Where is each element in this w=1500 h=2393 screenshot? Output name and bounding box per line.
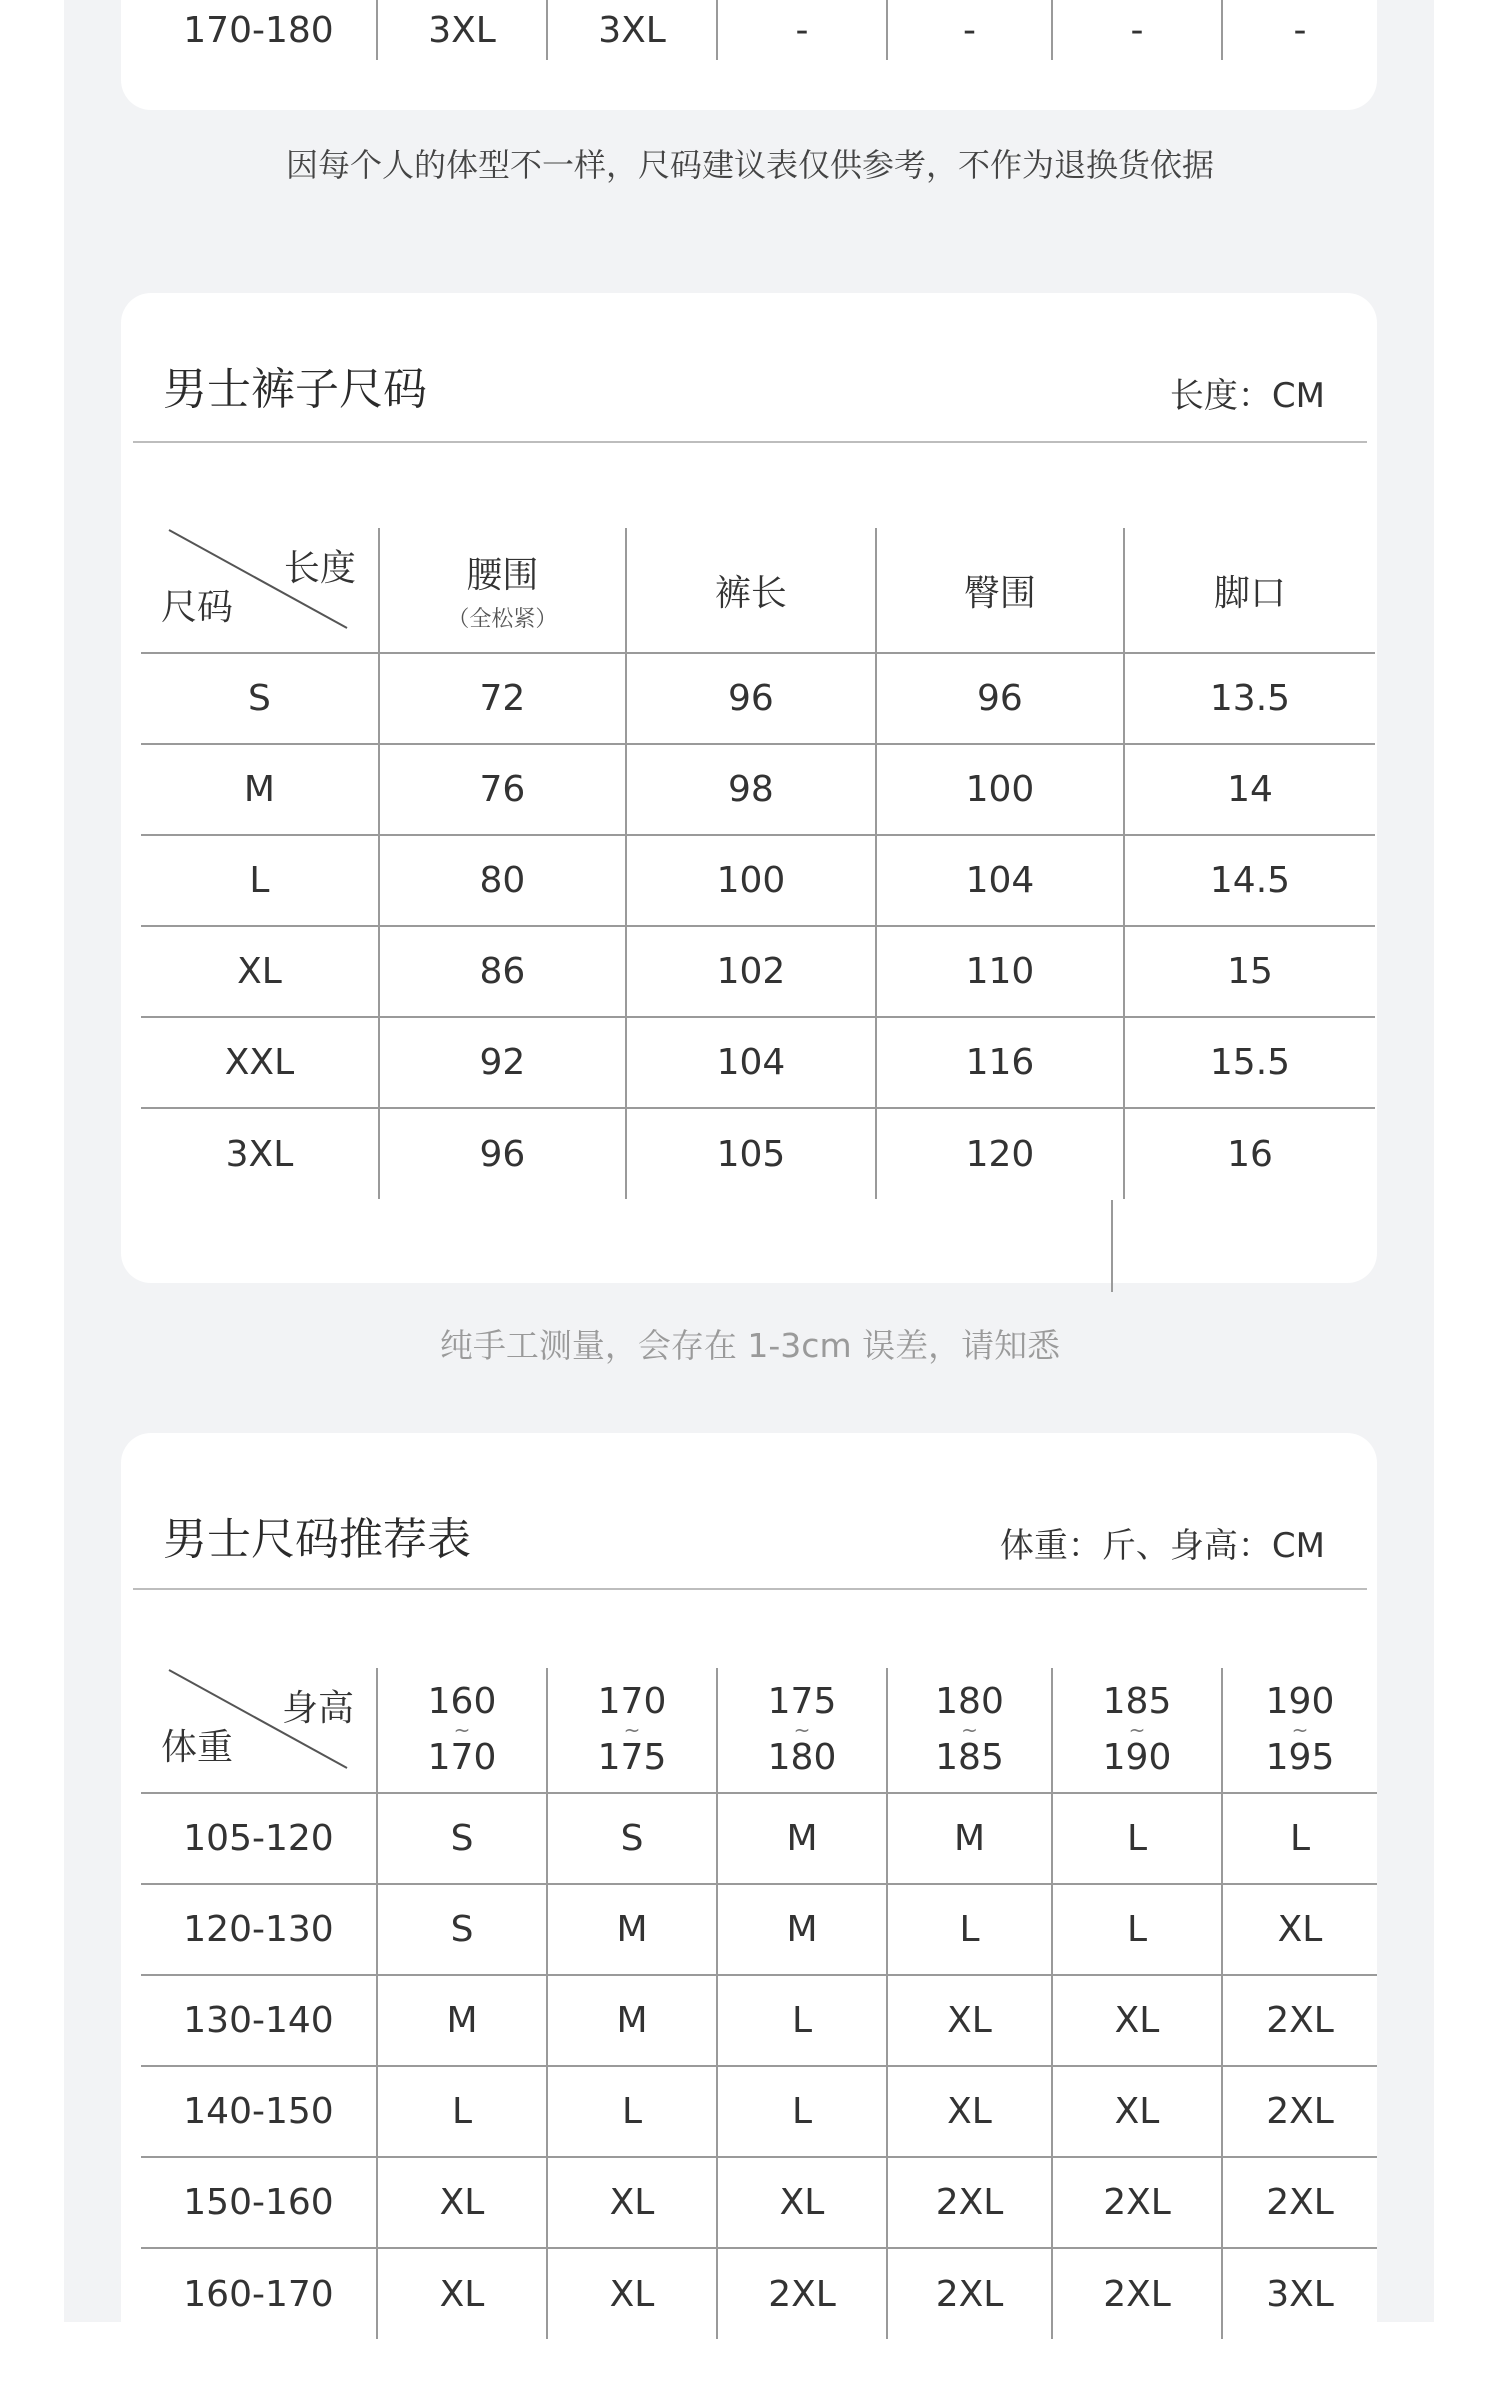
range-from: 180 xyxy=(935,1681,1004,1722)
value-cell: 104 xyxy=(876,835,1124,926)
size-cell: S xyxy=(547,1793,717,1884)
size-cell: M xyxy=(547,1975,717,2066)
recommend-corner-header xyxy=(141,1668,377,1793)
value-cell: 96 xyxy=(876,653,1124,744)
pants-corner-header xyxy=(141,528,379,653)
pants-size-card xyxy=(121,293,1377,1283)
value-cell: 16 xyxy=(1124,1108,1375,1199)
pants-card-title: 男士裤子尺码 xyxy=(163,364,427,415)
range-tilde: ~ xyxy=(1128,1718,1146,1742)
size-cell: M xyxy=(141,744,379,835)
size-cell: L xyxy=(1052,1884,1222,1975)
size-cell: M xyxy=(377,1975,547,2066)
size-cell: 3XL xyxy=(141,1108,379,1199)
size-cell: L xyxy=(547,2066,717,2157)
range-to: 190 xyxy=(1102,1737,1172,1778)
table-row xyxy=(141,1017,1375,1108)
header-sub-label: （全松紧） xyxy=(447,607,558,632)
range-from: 175 xyxy=(767,1681,837,1722)
size-cell: 2XL xyxy=(887,2157,1052,2248)
top-size-card xyxy=(121,0,1377,110)
size-cell: XL xyxy=(377,2157,547,2248)
value-cell: 110 xyxy=(876,926,1124,1017)
size-cell: XL xyxy=(547,2248,717,2339)
range-from: 190 xyxy=(1265,1681,1335,1722)
recommend-title-divider xyxy=(133,1588,1367,1590)
measurement-note: 纯手工测量，会存在 1-3cm 误差，请知悉 xyxy=(439,1326,1061,1365)
size-cell: L xyxy=(1052,1793,1222,1884)
column-divider-extension xyxy=(1111,1200,1113,1292)
top-size-table xyxy=(141,0,1377,60)
range-to: 170 xyxy=(427,1737,497,1778)
value-cell: 14 xyxy=(1124,744,1375,835)
value-cell: 92 xyxy=(379,1017,626,1108)
size-cell: XL xyxy=(377,2248,547,2339)
size-cell: 2XL xyxy=(1052,2157,1222,2248)
value-cell: 15 xyxy=(1124,926,1375,1017)
range-tilde: ~ xyxy=(793,1718,811,1742)
value-cell: 86 xyxy=(379,926,626,1017)
value-cell: 104 xyxy=(626,1017,876,1108)
range-to: 175 xyxy=(597,1737,667,1778)
pants-header-hem xyxy=(1124,528,1375,653)
range-tilde: ~ xyxy=(623,1718,641,1742)
size-cell: 2XL xyxy=(1222,2157,1377,2248)
size-cell: L xyxy=(377,2066,547,2157)
header-label: 臀围 xyxy=(963,572,1036,614)
pants-unit-label: 长度：CM xyxy=(1169,376,1325,416)
size-cell: 2XL xyxy=(717,2248,887,2339)
header-label: 裤长 xyxy=(714,572,787,614)
table-row xyxy=(141,2248,1377,2339)
height-range-header xyxy=(717,1668,887,1793)
size-cell: L xyxy=(717,1975,887,2066)
size-cell: XXL xyxy=(141,1017,379,1108)
pants-title-divider xyxy=(133,441,1367,443)
table-row xyxy=(141,2066,1377,2157)
value-cell: 80 xyxy=(379,835,626,926)
value-cell: 72 xyxy=(379,653,626,744)
top-row-cell: - xyxy=(1052,0,1222,60)
value-cell: 102 xyxy=(626,926,876,1017)
value-cell: 105 xyxy=(626,1108,876,1199)
value-cell: 76 xyxy=(379,744,626,835)
table-row xyxy=(141,1884,1377,1975)
table-row xyxy=(141,835,1375,926)
pants-corner-bottom-label: 尺码 xyxy=(161,587,234,628)
height-range-header xyxy=(377,1668,547,1793)
table-row xyxy=(141,2157,1377,2248)
size-cell: L xyxy=(717,2066,887,2157)
size-cell: 3XL xyxy=(1222,2248,1377,2339)
range-tilde: ~ xyxy=(1291,1718,1309,1742)
table-row xyxy=(141,1793,1377,1884)
size-cell: M xyxy=(887,1793,1052,1884)
pants-corner-top-label: 长度 xyxy=(283,548,356,589)
top-row-cell: 3XL xyxy=(547,0,717,60)
value-cell: 14.5 xyxy=(1124,835,1375,926)
recommend-size-card xyxy=(121,1433,1377,2393)
size-cell: 2XL xyxy=(887,2248,1052,2339)
value-cell: 96 xyxy=(626,653,876,744)
size-cell: L xyxy=(887,1884,1052,1975)
size-cell: S xyxy=(141,653,379,744)
size-disclaimer-note: 因每个人的体型不一样，尺码建议表仅供参考，不作为退换货依据 xyxy=(285,146,1214,184)
size-cell: L xyxy=(1222,1793,1377,1884)
recommend-corner-top-label: 身高 xyxy=(281,1688,354,1729)
value-cell: 13.5 xyxy=(1124,653,1375,744)
header-label: 腰围 xyxy=(466,555,539,596)
value-cell: 120 xyxy=(876,1108,1124,1199)
height-range-header xyxy=(887,1668,1052,1793)
size-cell: XL xyxy=(1052,2066,1222,2157)
table-row xyxy=(141,1975,1377,2066)
size-cell: XL xyxy=(717,2157,887,2248)
value-cell: 100 xyxy=(626,835,876,926)
weight-cell: 105-120 xyxy=(141,1793,377,1884)
weight-cell: 140-150 xyxy=(141,2066,377,2157)
weight-cell: 120-130 xyxy=(141,1884,377,1975)
range-from: 170 xyxy=(597,1681,667,1722)
table-row xyxy=(141,926,1375,1017)
size-cell: XL xyxy=(887,2066,1052,2157)
range-tilde: ~ xyxy=(961,1718,978,1742)
pants-header-length xyxy=(626,528,876,653)
size-cell: XL xyxy=(141,926,379,1017)
weight-cell: 160-170 xyxy=(141,2248,377,2339)
pants-size-table xyxy=(141,528,1375,1199)
size-cell: XL xyxy=(547,2157,717,2248)
height-range-header xyxy=(1222,1668,1377,1793)
size-cell: M xyxy=(717,1884,887,1975)
height-range-header xyxy=(547,1668,717,1793)
table-row xyxy=(141,653,1375,744)
top-row-cell: - xyxy=(887,0,1052,60)
range-to: 195 xyxy=(1265,1737,1335,1778)
size-cell: 2XL xyxy=(1222,2066,1377,2157)
table-row xyxy=(141,744,1375,835)
weight-cell: 150-160 xyxy=(141,2157,377,2248)
pants-header-hip xyxy=(876,528,1124,653)
range-tilde: ~ xyxy=(453,1718,471,1742)
range-to: 185 xyxy=(935,1737,1004,1778)
recommend-size-table xyxy=(141,1668,1377,2339)
recommend-unit-label: 体重：斤、身高：CM xyxy=(999,1526,1325,1566)
recommend-corner-bottom-label: 体重 xyxy=(161,1727,234,1768)
range-from: 185 xyxy=(1102,1681,1172,1722)
top-row-cell: - xyxy=(1222,0,1377,60)
value-cell: 100 xyxy=(876,744,1124,835)
value-cell: 15.5 xyxy=(1124,1017,1375,1108)
size-cell: XL xyxy=(1222,1884,1377,1975)
size-cell: 2XL xyxy=(1222,1975,1377,2066)
value-cell: 116 xyxy=(876,1017,1124,1108)
size-cell: S xyxy=(377,1884,547,1975)
top-row-cell: 3XL xyxy=(377,0,547,60)
size-cell: L xyxy=(141,835,379,926)
height-range-header xyxy=(1052,1668,1222,1793)
size-cell: XL xyxy=(1052,1975,1222,2066)
value-cell: 96 xyxy=(379,1108,626,1199)
top-row-cell: - xyxy=(717,0,887,60)
weight-cell: 130-140 xyxy=(141,1975,377,2066)
range-to: 180 xyxy=(767,1737,837,1778)
table-row xyxy=(141,1108,1375,1199)
value-cell: 98 xyxy=(626,744,876,835)
header-label: 脚口 xyxy=(1213,572,1286,614)
pants-header-waist xyxy=(379,528,626,653)
size-cell: XL xyxy=(887,1975,1052,2066)
size-cell: M xyxy=(717,1793,887,1884)
size-cell: M xyxy=(547,1884,717,1975)
range-from: 160 xyxy=(427,1681,497,1722)
top-row-cell: 170-180 xyxy=(183,9,334,51)
size-cell: 2XL xyxy=(1052,2248,1222,2339)
size-cell: S xyxy=(377,1793,547,1884)
recommend-card-title: 男士尺码推荐表 xyxy=(163,1514,471,1565)
